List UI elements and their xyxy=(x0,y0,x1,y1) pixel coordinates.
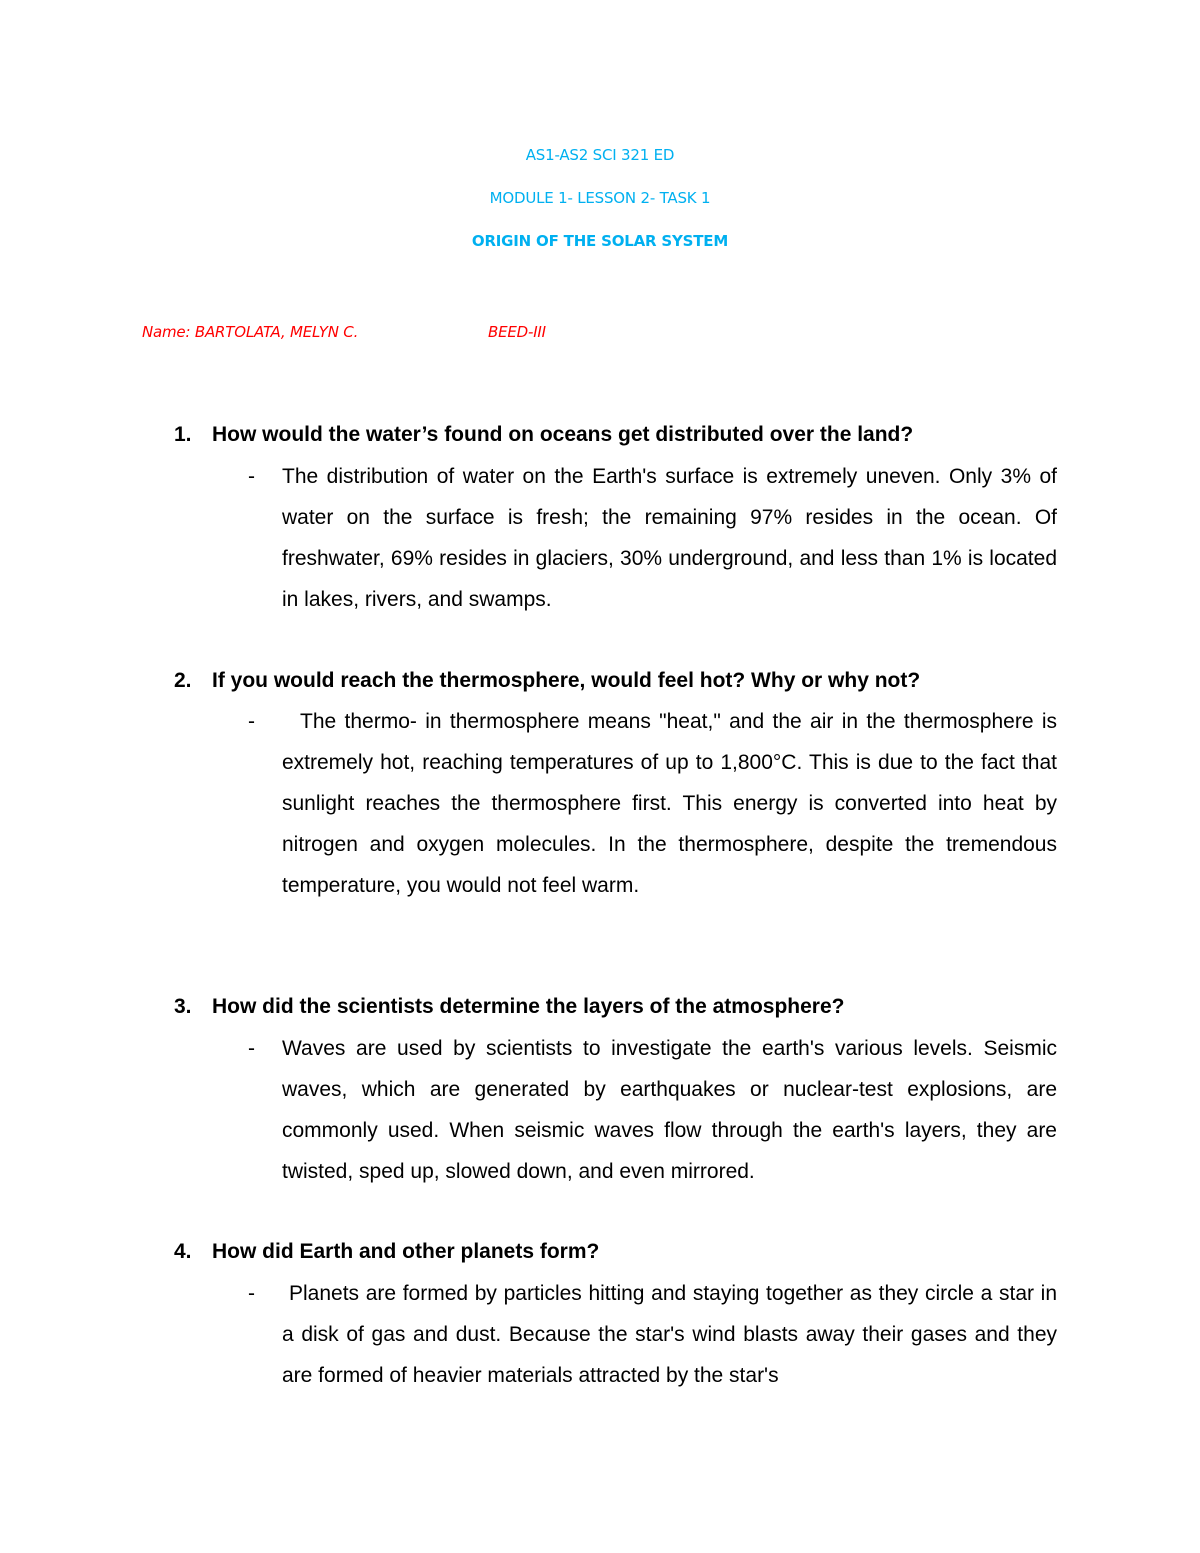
question-number: 3. xyxy=(174,995,192,1018)
question-2 xyxy=(174,669,1074,693)
student-section: BEED-III xyxy=(488,323,546,341)
answer-1: The distribution of water on the Earth's surface is extremely uneven. Only 3% of water on the surface is fresh; the remaining 97% resides in the ocean. Of freshwater, 69% resides in glaciers, 30% underground, and less than 1% is located in lakes, rivers, and swamps. xyxy=(282,465,1057,611)
question-number: 2. xyxy=(174,669,192,692)
answer-3: Waves are used by scientists to investigate the earth's various levels. Seismic waves, which are generated by earthquakes or nuclear-test explosions, are commonly used. When seismic waves flow through the earth's layers, they are twisted, sped up, slowed down, and even mirrored. xyxy=(282,1037,1057,1183)
question-number: 1. xyxy=(174,423,192,446)
question-text: How did the scientists determine the layers of the atmosphere? xyxy=(212,995,845,1018)
answer-bullet: - xyxy=(248,710,255,733)
answer-2: The thermo- in thermosphere means "heat," and the air in the thermosphere is extremely hot, reaching temperatures of up to 1,800°C. This is due to the fact that sunlight reaches the thermosphere first. This energy is converted into heat by nitrogen and oxygen molecules. In the thermosphere, despite the tremendous temperature, you would not feel warm. xyxy=(282,710,1057,897)
answer-4: Planets are formed by particles hitting and staying together as they circle a star in a disk of gas and dust. Because the star's wind blasts away their gases and they are formed of heavier materials attracted by the star's xyxy=(282,1282,1057,1387)
answer-bullet: - xyxy=(248,1282,255,1305)
student-name: Name: BARTOLATA, MELYN C. xyxy=(142,323,359,341)
question-3 xyxy=(174,995,1074,1019)
question-1 xyxy=(174,423,1074,447)
question-number: 4. xyxy=(174,1240,192,1263)
document-title: ORIGIN OF THE SOLAR SYSTEM xyxy=(471,232,729,250)
answer-bullet: - xyxy=(248,1037,255,1060)
module-lesson-task: MODULE 1- LESSON 2- TASK 1 xyxy=(489,189,711,207)
question-4 xyxy=(174,1240,1074,1264)
question-text: If you would reach the thermosphere, would feel hot? Why or why not? xyxy=(212,669,921,692)
question-text: How did Earth and other planets form? xyxy=(212,1240,600,1263)
answer-bullet: - xyxy=(248,465,255,488)
course-code: AS1-AS2 SCI 321 ED xyxy=(525,146,675,164)
question-text: How would the water’s found on oceans get distributed over the land? xyxy=(212,423,914,446)
